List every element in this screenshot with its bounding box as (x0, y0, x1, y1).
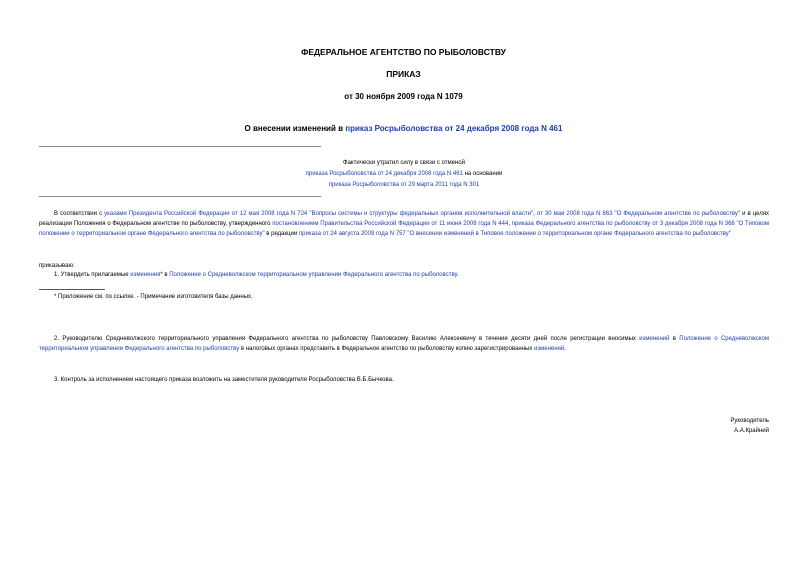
decree-link[interactable]: от 30 мая 2008 года N 863 "О Федеральном агентстве по рыболовству" (536, 211, 741, 217)
status-note-line1: Фактически утратил силу в связи с отменой (343, 160, 465, 166)
item-text: . (456, 272, 459, 278)
status-link-1[interactable]: приказа Росрыболовства от 24 декабря 2008 года N 461 (305, 171, 463, 177)
status-note-line2 (200, 169, 608, 180)
divider-bottom (39, 196, 321, 197)
signature (730, 416, 769, 436)
item-text: в (669, 336, 680, 342)
status-note (200, 158, 608, 191)
status-note-line3 (200, 180, 608, 191)
footnote: * Приложение см. по ссылке. - Примечание изготовителя базы данных. (54, 294, 253, 300)
regulation-link[interactable]: Положение о Средневолжском территориальном управлении Федерального агентства по рыболовству (39, 336, 769, 352)
document-title (0, 124, 807, 133)
item-text: . (564, 346, 566, 352)
document-type: ПРИКАЗ (386, 69, 421, 79)
agency-title: ФЕДЕРАЛЬНОЕ АГЕНТСТВО ПО РЫБОЛОВСТВУ (301, 47, 506, 57)
title-link[interactable]: приказ Росрыболовства от 24 декабря 2008 года N 461 (345, 124, 563, 133)
order-item-3: 3. Контроль за исполнением настоящего приказа возложить на заместителя руководителя Росрыболовства В.Б.Бычкова. (54, 377, 394, 383)
status-note-line2-text: на основании (462, 171, 503, 177)
changes-link[interactable]: изменения (130, 272, 161, 278)
footnote-divider (39, 289, 105, 290)
preamble-text: , (533, 211, 537, 217)
item-text: * в (160, 272, 170, 278)
changes-link[interactable]: изменений (534, 346, 565, 352)
item-text: в налоговых органах представить в Федеральное агентство по рыболовству копию зарегистрированных (239, 346, 534, 352)
preamble-text: и в целях реализации Положения о Федеральном агентстве по рыболовству, утвержденного (39, 211, 770, 227)
divider-top (39, 146, 321, 147)
regulation-link[interactable]: Положение о Средневолжском территориальном управлении Федерального агентства по рыболовству (169, 272, 457, 278)
preamble-text: в редакции (264, 231, 299, 237)
order-item-1 (39, 270, 769, 280)
item-text: 1. Утвердить прилагаемые (54, 272, 131, 278)
order-word: приказываю: (39, 263, 75, 269)
item-text: 2. Руководителю Средневолжского территориального управления Федерального агентства по рыболовству Павловскому Василию Алексеевичу в течение десяти дней после регистрации вносимых (54, 336, 640, 342)
status-link-2[interactable]: приказа Росрыболовства от 29 марта 2011 года N 301 (328, 182, 480, 188)
preamble-paragraph (39, 209, 769, 239)
signature-role: Руководитель (730, 418, 769, 424)
order-link[interactable]: приказа Федерального агентства по рыболовству от 3 декабря 2008 года N 368 "О Типовом положении о территориальном органе Федерального агентства по рыболовству" (39, 221, 769, 237)
document-date: от 30 ноября 2009 года N 1079 (344, 92, 463, 101)
preamble-text: , (508, 221, 512, 227)
order-link[interactable]: приказа от 24 августа 2009 года N 757 "О внесении изменений в Типовое положение о территориальном органе Федерального агентства по рыболовству" (298, 231, 731, 237)
document-title-prefix: О внесении изменений в (244, 124, 346, 133)
decree-link[interactable]: указами Президента Российской Федерации от 12 мая 2008 года N 724 "Вопросы системы и структуры федеральных органов исполнительной власти" (104, 211, 534, 217)
changes-link[interactable]: изменений (639, 336, 670, 342)
signature-name: А.А.Крайний (734, 428, 769, 434)
preamble-text: В соответствии с (54, 211, 105, 217)
government-resolution-link[interactable]: постановлением Правительства Российской Федерации от 11 июня 2008 года N 444 (272, 221, 509, 227)
order-item-2 (39, 334, 769, 354)
